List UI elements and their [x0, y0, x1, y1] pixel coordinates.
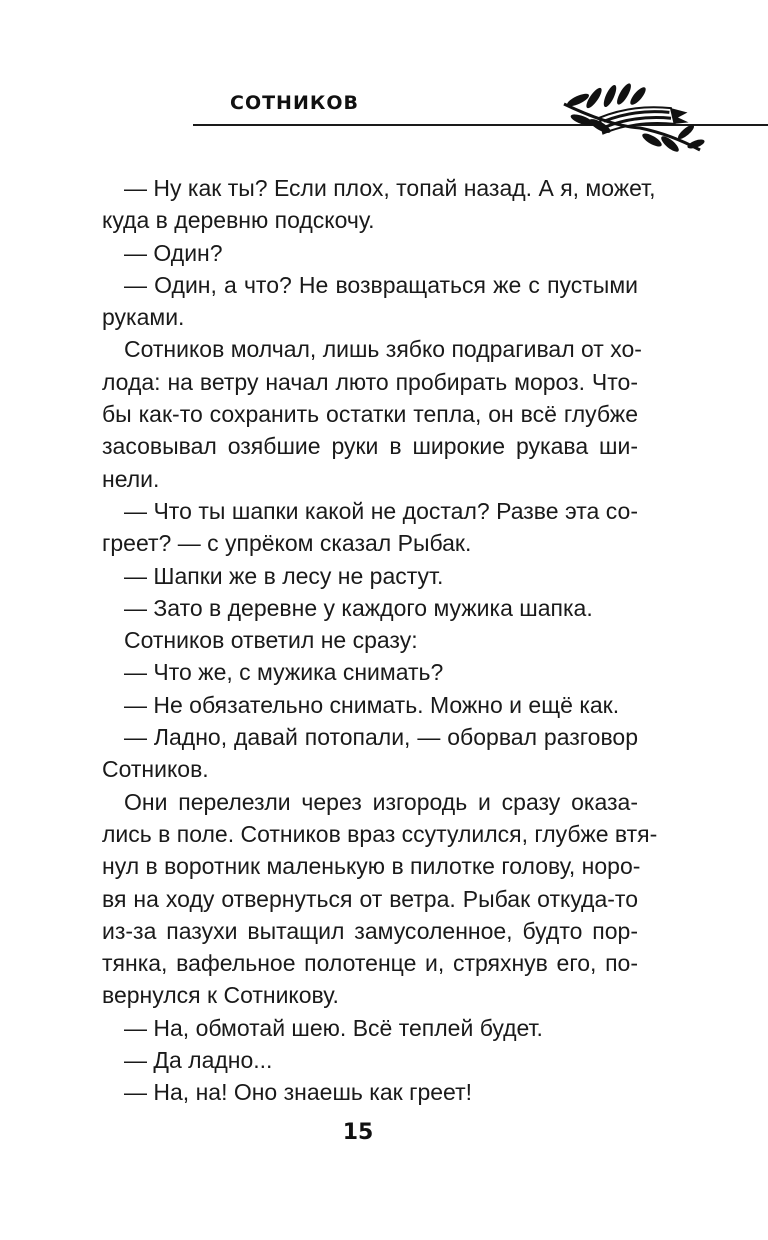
- text-line: Сотников молчал, лишь зябко подрагивал от хо-: [124, 336, 642, 363]
- paragraph: [102, 624, 638, 656]
- text-line: вернулся к Сотникову.: [102, 982, 339, 1009]
- text-line: из-за пазухи вытащил замусоленное, будто пор-: [102, 917, 638, 944]
- text-line: — Что же, с мужика снимать?: [124, 659, 444, 686]
- paragraph: [102, 721, 638, 786]
- text-line: — Ладно, давай потопали, — оборвал разговор: [124, 724, 638, 751]
- page-number: [0, 1120, 768, 1145]
- paragraph: [102, 495, 638, 560]
- paragraph: [102, 560, 638, 592]
- text-line: тянка, вафельное полотенце и, стряхнув его, по-: [102, 950, 638, 977]
- text-line: — На, на! Оно знаешь как греет!: [124, 1079, 473, 1106]
- text-line: лода: на ветру начал люто пробирать мороз. Что-: [102, 368, 638, 395]
- text-line: — Шапки же в лесу не растут.: [124, 562, 444, 589]
- text-line: греет? — с упрёком сказал Рыбак.: [102, 530, 472, 557]
- paragraph: [102, 1044, 638, 1076]
- paragraph: [102, 172, 656, 237]
- text-line: — Один, а что? Не возвращаться же с пустыми: [124, 271, 638, 298]
- text-line: — Не обязательно снимать. Можно и ещё как.: [124, 691, 620, 718]
- text-line: — Ну как ты? Если плох, топай назад. А я, может,: [124, 175, 656, 201]
- text-line: Они перелезли через изгородь и сразу оказа-: [124, 788, 638, 815]
- text-line: Сотников ответил не сразу:: [124, 627, 418, 654]
- paragraph: [102, 689, 638, 721]
- text-line: Сотников.: [102, 756, 209, 783]
- paragraph: [102, 656, 638, 688]
- text-line: куда в деревню подскочу.: [102, 207, 375, 234]
- text-line: — Зато в деревне у каждого мужика шапка.: [124, 594, 593, 621]
- body-text: [102, 172, 658, 1109]
- paragraph: [102, 592, 638, 624]
- page-number-value: 15: [342, 1120, 374, 1145]
- text-line: нул в воротник маленькую в пилотке голову, норо-: [102, 853, 641, 880]
- text-line: — Да ладно...: [124, 1047, 273, 1074]
- running-header: [0, 0, 768, 160]
- text-line: — На, обмотай шею. Всё теплей будет.: [124, 1014, 543, 1041]
- text-line: руками.: [102, 304, 185, 331]
- paragraph: [102, 1012, 638, 1044]
- text-line: вя на ходу отвернуться от ветра. Рыбак откуда-то: [102, 885, 638, 912]
- paragraph: [102, 333, 642, 494]
- text-line: — Один?: [124, 239, 223, 266]
- text-line: — Что ты шапки какой не достал? Разве эта со-: [124, 497, 638, 524]
- running-title: СОТНИКОВ: [230, 92, 360, 114]
- laurel-branch-ribbon-icon: [560, 82, 710, 154]
- text-line: лись в поле. Сотников враз ссутулился, глубже втя-: [102, 820, 658, 847]
- paragraph: [102, 786, 658, 1012]
- text-line: засовывал озябшие руки в широкие рукава ши-: [102, 433, 638, 460]
- paragraph: [102, 269, 638, 334]
- text-line: бы как-то сохранить остатки тепла, он всё глубже: [102, 401, 638, 428]
- paragraph: [102, 237, 638, 269]
- text-line: нели.: [102, 465, 160, 492]
- paragraph: [102, 1076, 638, 1108]
